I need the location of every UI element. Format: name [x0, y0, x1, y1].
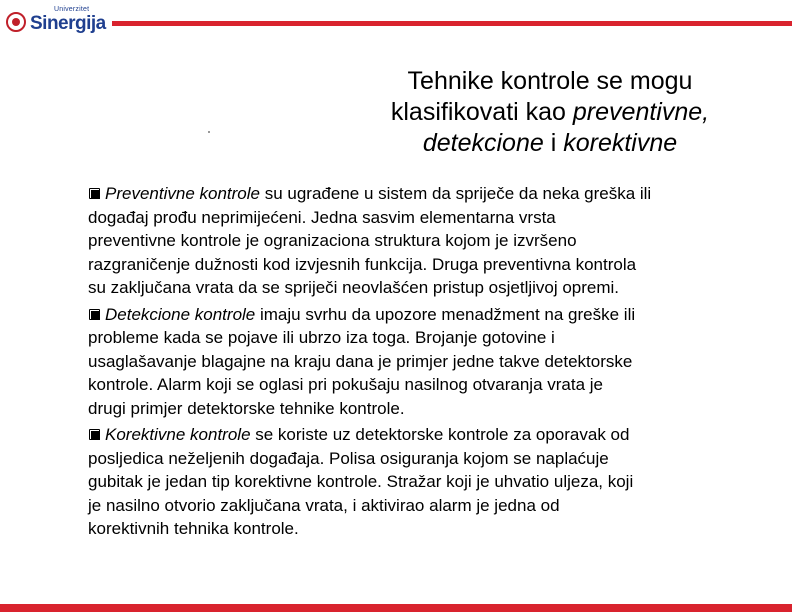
paragraph-corrective — [88, 423, 768, 541]
slide-body — [88, 182, 768, 544]
paragraph-line-text: imaju svrhu da upozore menadžment na greške ili — [255, 304, 636, 324]
paragraph-preventive — [88, 182, 768, 300]
decorative-dot — [208, 131, 210, 133]
logo-main-text: Sinergija — [30, 13, 106, 34]
paragraph-line: usaglašavanje blagajne na kraju dana je primjer jedne takve detektorske — [88, 351, 633, 371]
paragraph-detective — [88, 303, 768, 421]
paragraph-line: gubitak je jedan tip korektivne kontrole. Stražar koji je uhvatio uljeza, koji — [88, 472, 634, 491]
term-detective: Detekcione kontrole — [105, 304, 256, 324]
square-bullet-icon — [88, 428, 103, 441]
title-line-2-plain: klasifikovati kao — [390, 98, 573, 126]
title-line-1: Tehnike kontrole se mogu — [407, 67, 693, 95]
paragraph-line: kontrole. Alarm koji se oglasi pri pokušaju nasilnog otvaranja vrata je — [88, 375, 603, 394]
term-corrective: Korektivne kontrole — [105, 425, 251, 444]
paragraph-line: razgraničenje dužnosti kod izvjesnih funkcija. Druga preventivna kontrola — [88, 254, 637, 274]
title-line-2-italic: preventivne, — [572, 98, 710, 126]
seal-icon — [6, 12, 26, 32]
paragraph-line-text: se koriste uz detektorske kontrole za oporavak od — [250, 425, 630, 444]
title-line-3-italic-2: korektivne — [563, 129, 678, 157]
paragraph-line — [88, 182, 768, 206]
title-line-2 — [330, 97, 770, 128]
title-line-3-plain: i — [543, 129, 564, 157]
paragraph-line: probleme kada se pojave ili ubrzo iza toga. Brojanje gotovine i — [88, 328, 555, 347]
paragraph-line: je nasilno otvorio zaključana vrata, i aktivirao alarm je jedna od — [88, 495, 560, 515]
square-bullet-icon — [88, 308, 103, 321]
university-logo — [4, 4, 104, 38]
paragraph-line: događaj prođu neprimijećeni. Jedna sasvim elementarna vrsta — [88, 207, 556, 227]
title-line-3 — [330, 128, 770, 159]
square-bullet-icon — [88, 187, 103, 200]
paragraph-line — [88, 423, 768, 447]
slide-title — [330, 66, 770, 159]
footer-divider — [0, 604, 792, 612]
paragraph-line-text: su ugrađene u sistem da spriječe da neka greška ili — [259, 184, 652, 203]
paragraph-line — [88, 303, 768, 327]
logo-small-text: Univerzitet — [54, 6, 90, 13]
paragraph-line: drugi primjer detektorske tehnike kontrole. — [88, 398, 405, 418]
header-divider — [112, 21, 792, 26]
paragraph-line: posljedica neželjenih događaja. Polisa osiguranja kojom se naplaćuje — [88, 448, 609, 468]
paragraph-line: preventivne kontrole je ogranizaciona struktura kojom je izvršeno — [88, 231, 577, 250]
title-line-3-italic: detekcione — [422, 129, 544, 157]
paragraph-line: korektivnih tehnika kontrole. — [88, 519, 299, 538]
paragraph-line: su zaključana vrata da se spriječi neovlašćen pristup osjetljivoj opremi. — [88, 278, 620, 297]
term-preventive: Preventivne kontrole — [105, 184, 260, 203]
